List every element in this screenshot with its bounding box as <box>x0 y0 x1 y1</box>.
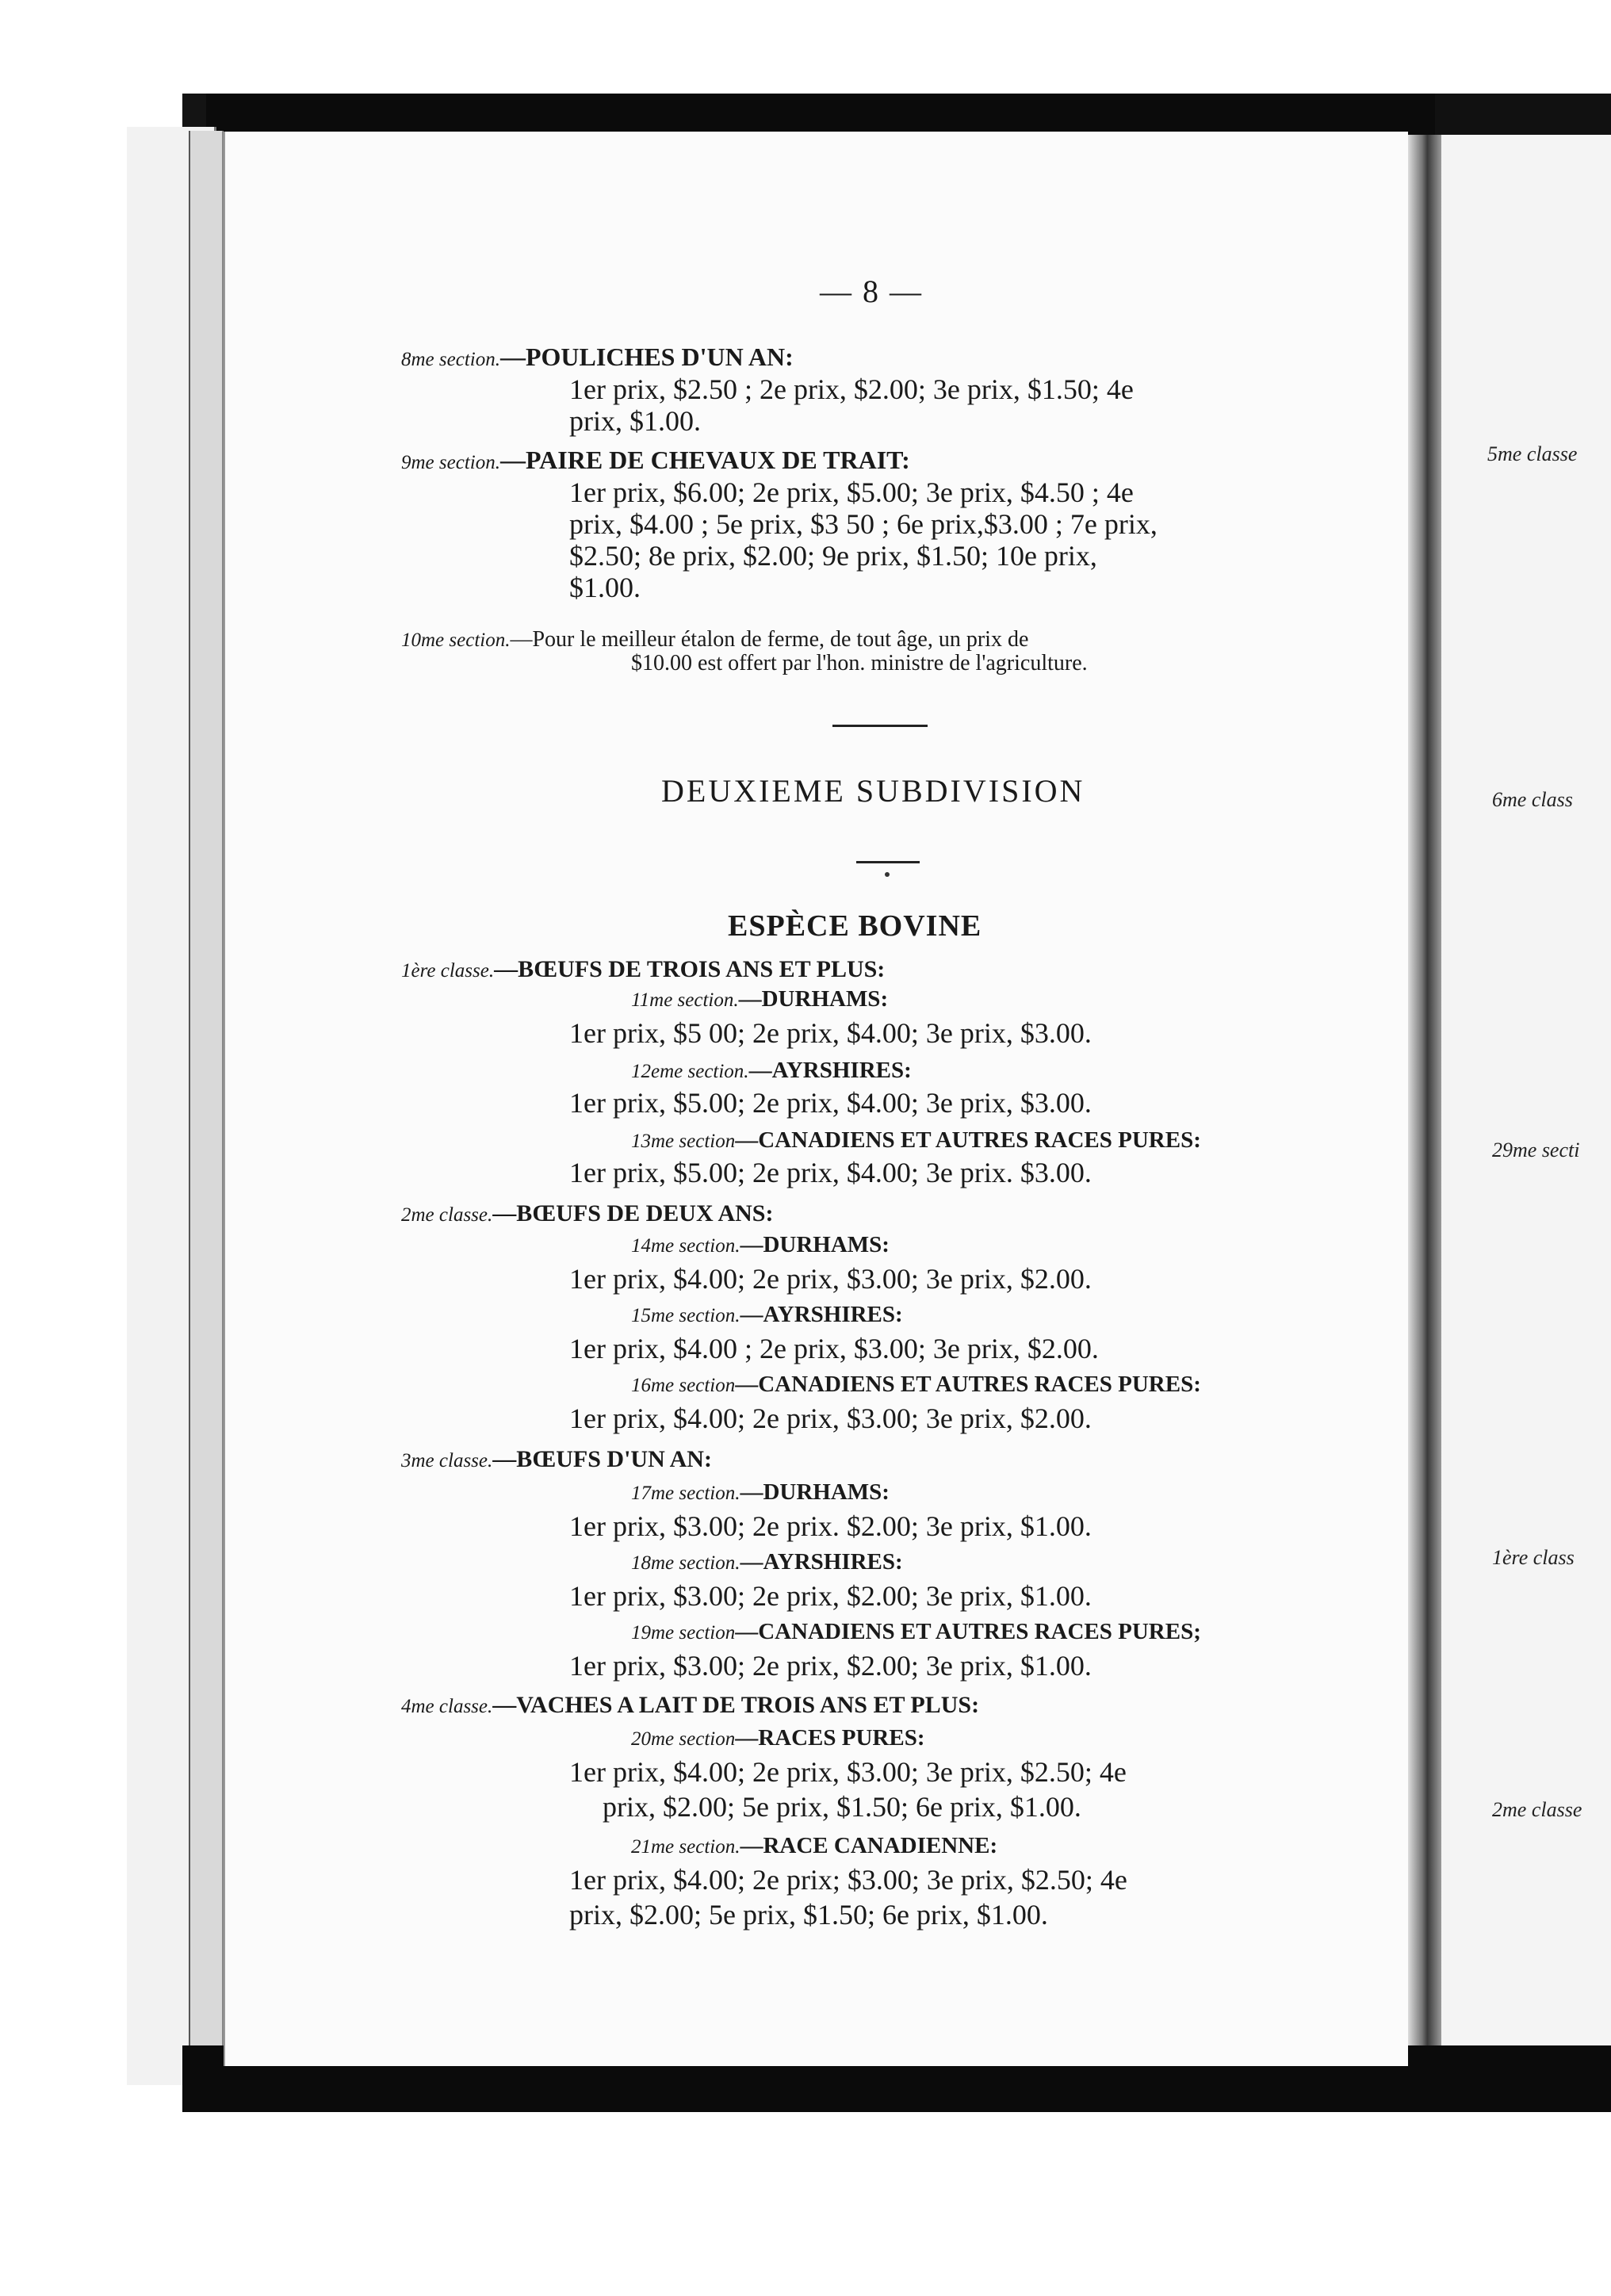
section-title: —AYRSHIRES: <box>740 1549 903 1575</box>
section-heading <box>631 1127 1201 1154</box>
section-heading <box>631 986 888 1012</box>
section-heading <box>631 1302 903 1328</box>
section-title: —CANADIENS ET AUTRES RACES PURES: <box>735 1372 1201 1397</box>
prize-line: 1er prix, $5.00; 2e prix, $4.00; 3e prix, $3.00. <box>569 1087 1092 1119</box>
section-title: —Pour le meilleur étalon de ferme, de tout âge, un prix de <box>510 627 1029 652</box>
page-edge-strip <box>189 131 224 2081</box>
section-label: 9me section. <box>401 452 500 473</box>
section-label: 16me section <box>631 1375 736 1396</box>
section-title: —CANADIENS ET AUTRES RACES PURES: <box>735 1127 1201 1153</box>
class-heading <box>401 956 885 983</box>
class-title: —BŒUFS D'UN AN: <box>492 1446 712 1472</box>
section-heading <box>631 1372 1201 1398</box>
prize-line: 1er prix, $5 00; 2e prix, $4.00; 3e prix, $3.00. <box>569 1017 1092 1049</box>
page-gutter <box>1406 135 1441 2061</box>
class-label: 3me classe. <box>401 1450 493 1471</box>
section-title: —POULICHES D'UN AN: <box>499 342 794 371</box>
section-heading <box>631 1058 912 1084</box>
section-label: 10me section. <box>401 629 511 651</box>
class-heading <box>401 1692 979 1719</box>
prize-line: 1er prix, $6.00; 2e prix, $5.00; 3e prix, $4.50 ; 4e <box>569 476 1134 508</box>
divider-rule <box>832 725 928 727</box>
class-label: 4me classe. <box>401 1696 493 1717</box>
section-label: 14me section. <box>631 1235 740 1257</box>
section-label: 17me section. <box>631 1483 740 1504</box>
section-label: 12eme section. <box>631 1061 749 1082</box>
prize-line: 1er prix, $4.00; 2e prix; $3.00; 3e prix, $2.50; 4e <box>569 1864 1127 1896</box>
page-number: — 8 — <box>820 274 923 309</box>
section-title: —DURHAMS: <box>740 1232 890 1257</box>
prize-line: 1er prix, $2.50 ; 2e prix, $2.00; 3e prix, $1.50; 4e <box>569 373 1134 405</box>
adjacent-label: 1ère class <box>1492 1546 1575 1569</box>
prize-line: 1er prix, $3.00; 2e prix. $2.00; 3e prix, $1.00. <box>569 1510 1092 1542</box>
prize-line: 1er prix, $4.00; 2e prix, $3.00; 3e prix, $2.00. <box>569 1263 1092 1295</box>
section-label: 21me section. <box>631 1836 740 1858</box>
section-heading <box>401 446 910 475</box>
section-heading <box>631 1619 1201 1645</box>
subdivision-heading: DEUXIEME SUBDIVISION <box>661 773 1085 809</box>
document-page <box>224 132 1408 2066</box>
prize-line: 1er prix, $3.00; 2e prix, $2.00; 3e prix, $1.00. <box>569 1650 1092 1682</box>
section-label: 13me section <box>631 1131 736 1152</box>
class-heading <box>401 1446 712 1473</box>
section-title: —RACES PURES: <box>735 1725 925 1751</box>
section-label: 18me section. <box>631 1552 740 1574</box>
class-title: —BŒUFS DE DEUX ANS: <box>492 1200 774 1226</box>
prize-line: 1er prix, $3.00; 2e prix, $2.00; 3e prix, $1.00. <box>569 1580 1092 1612</box>
section-title: —AYRSHIRES: <box>740 1302 903 1327</box>
adjacent-label: 29me secti <box>1492 1138 1580 1161</box>
section-title: —PAIRE DE CHEVAUX DE TRAIT: <box>499 446 910 474</box>
ornament-dot <box>885 872 890 877</box>
section-heading <box>631 1549 903 1575</box>
divider-rule <box>856 861 920 863</box>
section-title: —RACE CANADIENNE: <box>740 1833 998 1858</box>
section-heading <box>631 1833 997 1859</box>
adjacent-label: 5me classe <box>1487 442 1578 465</box>
section-label: 8me section. <box>401 349 500 370</box>
section-label: 20me section <box>631 1728 736 1750</box>
section-label: 15me section. <box>631 1305 740 1326</box>
prize-line: 1er prix, $4.00 ; 2e prix, $3.00; 3e prix, $2.00. <box>569 1333 1099 1364</box>
section-heading <box>401 342 794 372</box>
adjacent-page <box>1435 135 1611 2061</box>
prize-line: prix, $4.00 ; 5e prix, $3 50 ; 6e prix,$3.00 ; 7e prix, <box>569 508 1158 540</box>
section-heading <box>631 1479 890 1506</box>
prize-line: $10.00 est offert par l'hon. ministre de l'agriculture. <box>631 651 1088 675</box>
section-title: —DURHAMS: <box>738 986 889 1012</box>
section-heading <box>631 1725 925 1751</box>
species-heading: ESPÈCE BOVINE <box>728 909 982 943</box>
prize-line: prix, $2.00; 5e prix, $1.50; 6e prix, $1.00. <box>569 1899 1048 1931</box>
film-border-top <box>182 94 1611 135</box>
prize-line: prix, $1.00. <box>569 405 701 437</box>
prize-line: prix, $2.00; 5e prix, $1.50; 6e prix, $1.00. <box>603 1791 1081 1823</box>
adjacent-label: 2me classe <box>1492 1798 1582 1821</box>
prize-line: 1er prix, $4.00; 2e prix, $3.00; 3e prix, $2.00. <box>569 1402 1092 1434</box>
class-heading <box>401 1200 773 1227</box>
section-label: 11me section. <box>631 989 739 1011</box>
class-label: 1ère classe. <box>401 960 495 982</box>
class-title: —VACHES A LAIT DE TROIS ANS ET PLUS: <box>492 1692 980 1718</box>
section-heading <box>631 1232 890 1258</box>
adjacent-label: 6me class <box>1492 788 1573 811</box>
prize-line: $1.00. <box>569 572 641 603</box>
section-label: 19me section <box>631 1622 736 1644</box>
prize-line: 1er prix, $5.00; 2e prix, $4.00; 3e prix. $3.00. <box>569 1157 1092 1188</box>
section-title: —CANADIENS ET AUTRES RACES PURES; <box>735 1619 1201 1644</box>
section-title: —AYRSHIRES: <box>748 1058 912 1083</box>
section-title: —DURHAMS: <box>740 1479 890 1505</box>
prize-line: $2.50; 8e prix, $2.00; 9e prix, $1.50; 10e prix, <box>569 540 1097 572</box>
class-title: —BŒUFS DE TROIS ANS ET PLUS: <box>494 956 886 982</box>
prize-line: 1er prix, $4.00; 2e prix, $3.00; 3e prix, $2.50; 4e <box>569 1756 1127 1788</box>
class-label: 2me classe. <box>401 1204 493 1226</box>
